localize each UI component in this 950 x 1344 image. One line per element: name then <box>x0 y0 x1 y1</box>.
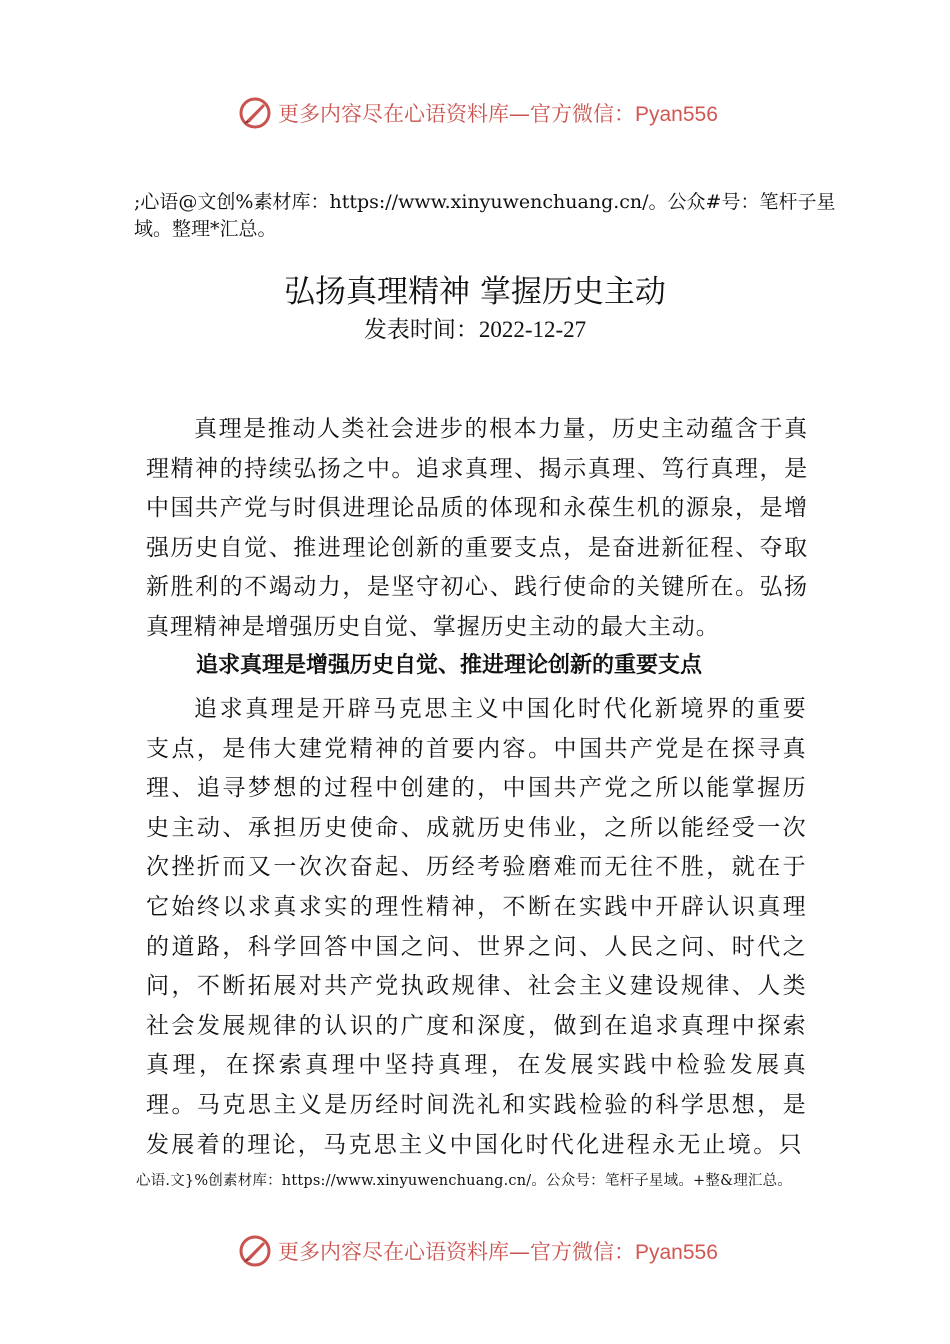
header-banner <box>0 94 950 134</box>
source-notice-top: ;心语@文创%素材库：https://www.xinyuwenchuang.cn/。公众#号：笔杆子星域。整理*汇总。 <box>134 191 836 240</box>
banner-text: 更多内容尽在心语资料库—官方微信：Pyan556 <box>278 1240 718 1264</box>
quill-seal-icon <box>238 1234 272 1268</box>
article-title: 弘扬真理精神 掌握历史主动 <box>284 273 666 310</box>
banner-text: 更多内容尽在心语资料库—官方微信：Pyan556 <box>278 102 718 126</box>
date-label: 发表时间： <box>363 317 479 343</box>
paragraph-intro: 真理是推动人类社会进步的根本力量，历史主动蕴含于真理精神的持续弘扬之中。追求真理、揭示真理、笃行真理，是中国共产党与时俱进理论品质的体现和永葆生机的源泉，是增强历史自觉、推进理论创新的重要支点，是奋进新征程、夺取新胜利的不竭动力，是坚守初心、践行使命的关键所在。弘扬真理精神是增强历史自觉、掌握历史主动的最大主动。 <box>146 416 808 640</box>
section-heading: 追求真理是增强历史自觉、推进理论创新的重要支点 <box>196 653 703 678</box>
paragraph-body: 追求真理是开辟马克思主义中国化时代化新境界的重要支点，是伟大建党精神的首要内容。中国共产党是在探寻真理、追寻梦想的过程中创建的，中国共产党之所以能掌握历史主动、承担历史使命、成就历史伟业，之所以能经受一次次挫折而又一次次奋起、历经考验磨难而无往不胜，就在于它始终以求真求实的理性精神，不断在实践中开辟认识真理的道路，科学回答中国之问、世界之问、人民之问、时代之问，不断拓展对共产党执政规律、社会主义建设规律、人类社会发展规律的认识的广度和深度，做到在追求真理中探索真理，在探索真理中坚持真理，在发展实践中检验发展真理。马克思主义是历经时间洗礼和实践检验的科学思想，是发展着的理论，马克思主义中国化时代化进程永无止境。只 <box>146 696 808 1158</box>
wechat-id: Pyan556 <box>635 1241 718 1264</box>
date-value: 2022-12-27 <box>478 317 587 342</box>
footer-banner <box>0 1232 950 1272</box>
publish-date <box>0 314 950 346</box>
quill-seal-icon <box>238 96 272 130</box>
source-notice-bottom: 心语.文}%创素材库：https://www.xinyuwenchuang.cn/。公众号：笔杆子星域。+整&理汇总。 <box>136 1173 792 1189</box>
wechat-id: Pyan556 <box>635 103 718 126</box>
